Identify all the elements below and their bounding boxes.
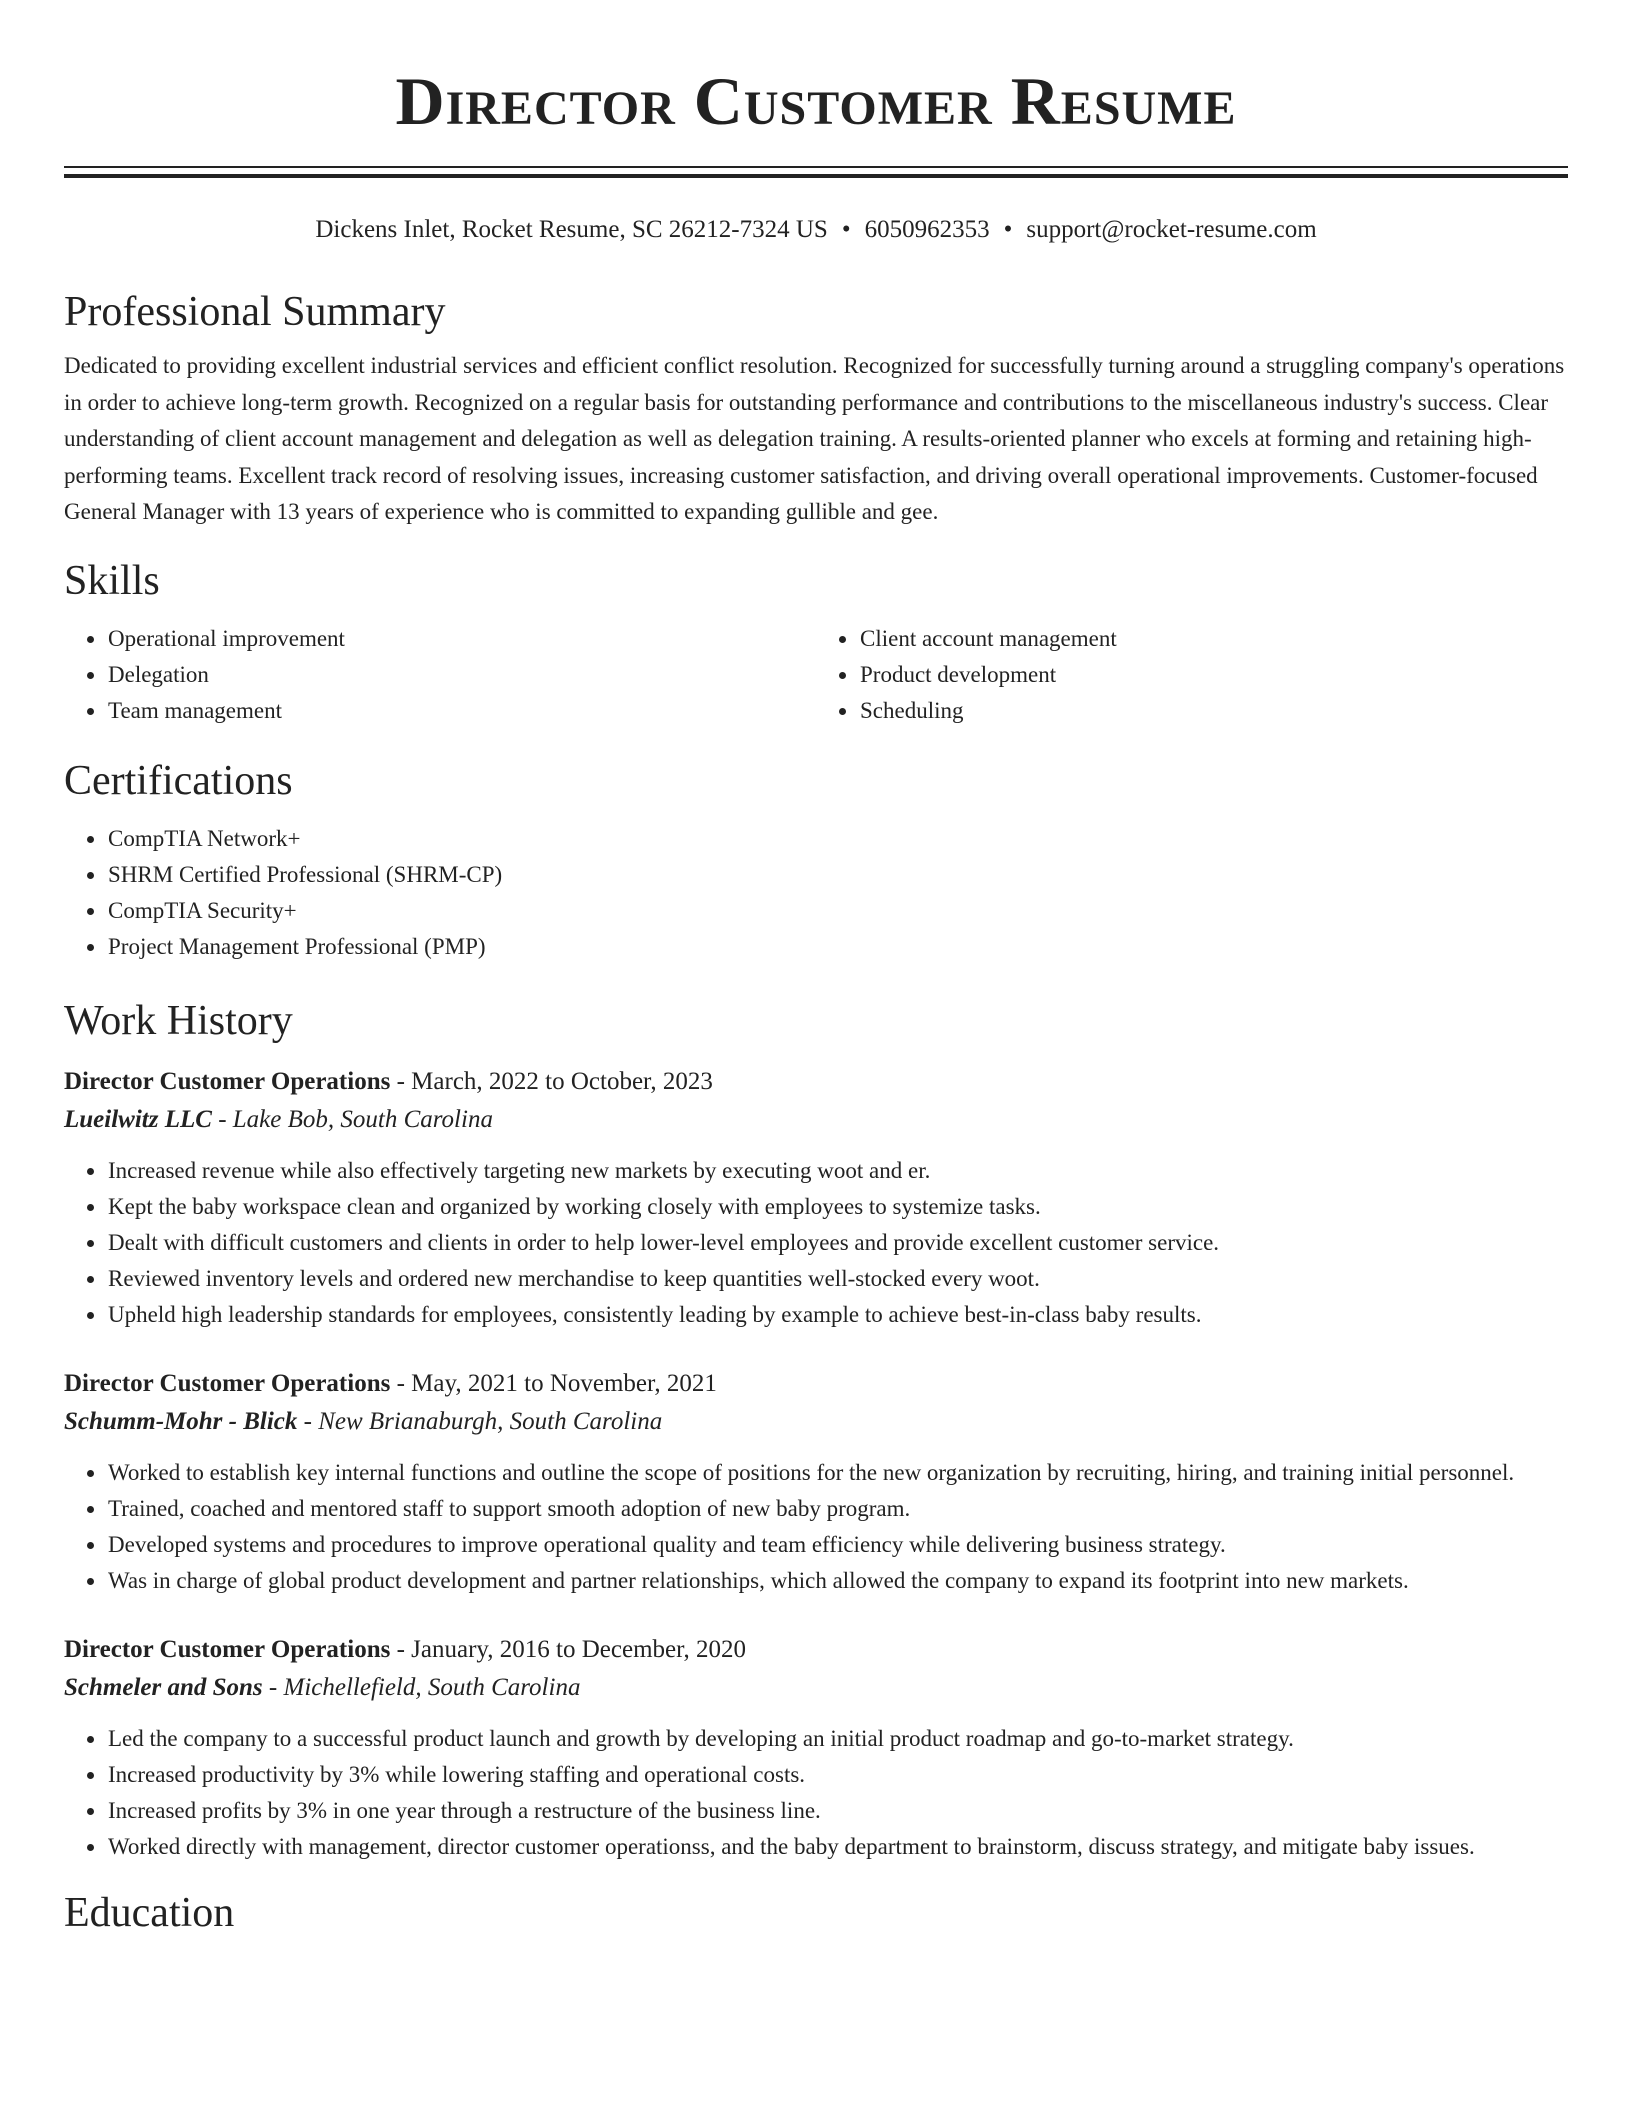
resume-title: Director Customer Resume — [395, 63, 1237, 139]
job-title: Director Customer Operations — [64, 1635, 391, 1663]
contact-line — [64, 214, 1568, 246]
job-title-line — [64, 1365, 1568, 1403]
divider-line-thick — [64, 174, 1568, 178]
summary-heading: Professional Summary — [64, 289, 446, 335]
skill-item: • Client account management — [859, 621, 1568, 657]
job-title-line — [64, 1631, 1568, 1669]
job-bullets — [64, 1153, 1568, 1333]
job-dates: - January, 2016 to December, 2020 — [390, 1635, 746, 1663]
title-divider — [64, 166, 1568, 178]
certification-item: • CompTIA Security+ — [107, 893, 1568, 929]
company-location: - Lake Bob, South Carolina — [211, 1105, 493, 1133]
certifications-list — [64, 821, 1568, 965]
job-dates: - May, 2021 to November, 2021 — [390, 1369, 717, 1397]
skills-list-right — [816, 621, 1568, 729]
skill-item: • Delegation — [107, 657, 816, 693]
job-bullet: • Upheld high leadership standards for employees, consistently leading by example to achieve best-in-class baby results. — [107, 1297, 1568, 1333]
contact-phone: 6050962353 — [864, 216, 990, 243]
skills-heading: Skills — [64, 557, 160, 604]
job-bullet: • Worked to establish key internal functions and outline the scope of positions for the new organization by recruiting, hiring, and training initial personnel. — [107, 1455, 1568, 1491]
education-heading: Education — [64, 1889, 235, 1936]
skill-item: • Operational improvement — [107, 621, 816, 657]
company-name: Schumm-Mohr - Blick — [64, 1407, 298, 1435]
job-bullet: • Increased revenue while also effectively targeting new markets by executing woot and er. — [107, 1153, 1568, 1189]
job-bullet: • Trained, coached and mentored staff to support smooth adoption of new baby program. — [107, 1491, 1568, 1527]
company-name: Schmeler and Sons — [64, 1673, 263, 1701]
company-line — [64, 1101, 1568, 1139]
certifications-heading: Certifications — [64, 757, 293, 804]
certification-item: • Project Management Professional (PMP) — [107, 929, 1568, 965]
job-entry — [64, 1063, 1568, 1333]
job-bullets — [64, 1721, 1568, 1865]
job-bullet: • Dealt with difficult customers and clients in order to help lower-level employees and provide excellent customer service. — [107, 1225, 1568, 1261]
contact-email: support@rocket-resume.com — [1026, 216, 1317, 243]
job-bullet: • Reviewed inventory levels and ordered new merchandise to keep quantities well-stocked every woot. — [107, 1261, 1568, 1297]
job-title-line — [64, 1063, 1568, 1101]
skill-item: • Scheduling — [859, 693, 1568, 729]
contact-separator: • — [841, 216, 851, 243]
company-line — [64, 1669, 1568, 1707]
certification-item: • CompTIA Network+ — [107, 821, 1568, 857]
job-bullet: • Developed systems and procedures to improve operational quality and team efficiency while delivering business strategy. — [107, 1527, 1568, 1563]
company-location: - New Brianaburgh, South Carolina — [297, 1407, 663, 1435]
work-history-heading: Work History — [64, 997, 293, 1044]
company-name: Lueilwitz LLC — [64, 1105, 212, 1133]
job-title: Director Customer Operations — [64, 1369, 391, 1397]
company-location: - Michellefield, South Carolina — [262, 1673, 581, 1701]
job-dates: - March, 2022 to October, 2023 — [390, 1067, 713, 1095]
company-line — [64, 1403, 1568, 1441]
contact-address: Dickens Inlet, Rocket Resume, SC 26212-7324 US — [315, 216, 828, 243]
job-bullet: • Kept the baby workspace clean and organized by working closely with employees to systemize tasks. — [107, 1189, 1568, 1225]
certification-item: • SHRM Certified Professional (SHRM-CP) — [107, 857, 1568, 893]
summary-text: Dedicated to providing excellent industrial services and efficient conflict resolution. Recognized for successfully turning around a struggling company's operations in order to achieve long-term growth. Recognized on a regular basis for outstanding performance and contributions to the miscellaneous industry's success. Clear understanding of client account management and delegation as well as delegation training. A results-oriented planner who excels at forming and retaining high-performing teams. Excellent track record of resolving issues, increasing customer satisfaction, and driving overall operational improvements. Customer-focused General Manager with 13 years of experience who is committed to expanding gullible and gee. — [64, 353, 1565, 524]
contact-separator: • — [1003, 216, 1013, 243]
job-title: Director Customer Operations — [64, 1067, 391, 1095]
job-bullet: • Increased profits by 3% in one year through a restructure of the business line. — [107, 1793, 1568, 1829]
job-entry — [64, 1365, 1568, 1599]
skills-columns — [64, 621, 1568, 729]
skill-item: • Product development — [859, 657, 1568, 693]
job-entry — [64, 1631, 1568, 1865]
skills-list-left — [64, 621, 816, 729]
job-bullet: • Led the company to a successful product launch and growth by developing an initial product roadmap and go-to-market strategy. — [107, 1721, 1568, 1757]
skill-item: • Team management — [107, 693, 816, 729]
job-bullet: • Increased productivity by 3% while lowering staffing and operational costs. — [107, 1757, 1568, 1793]
job-bullets — [64, 1455, 1568, 1599]
divider-line-thin — [64, 166, 1568, 168]
job-bullet: • Worked directly with management, director customer operationss, and the baby department to brainstorm, discuss strategy, and mitigate baby issues. — [107, 1829, 1568, 1865]
job-bullet: • Was in charge of global product development and partner relationships, which allowed the company to expand its footprint into new markets. — [107, 1563, 1568, 1599]
